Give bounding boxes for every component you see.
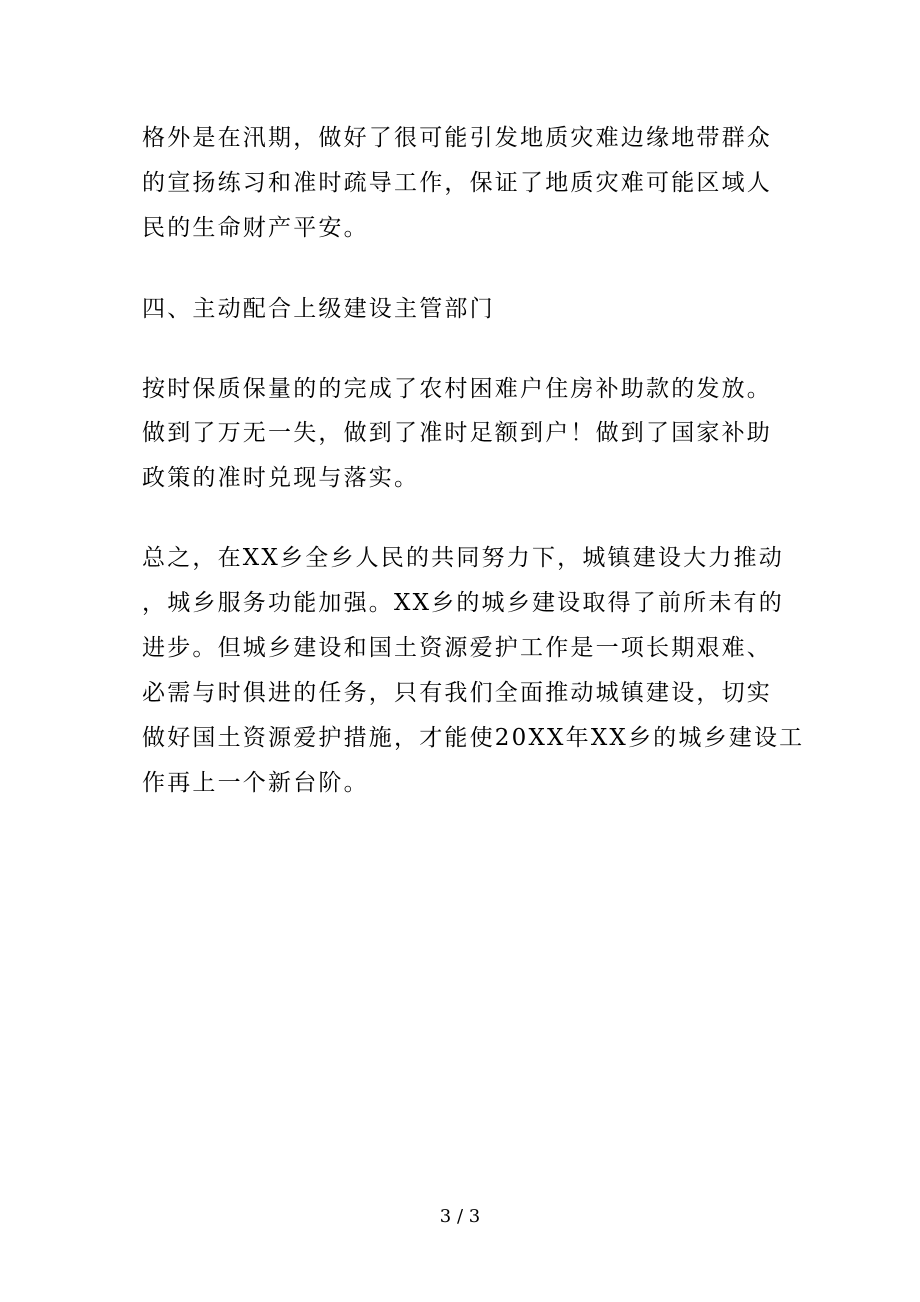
- page-number: 3 / 3: [439, 1206, 481, 1227]
- paragraph-4-line-3: 进步。但城乡建设和国土资源爱护工作是一项长期艰难、: [142, 635, 772, 661]
- paragraph-4-line-6: 作再上一个新台阶。: [142, 770, 369, 796]
- paragraph-4-line-4: 必需与时俱进的任务，只有我们全面推动城镇建设，切实: [142, 680, 772, 706]
- paragraph-3-line-3: 政策的准时兑现与落实。: [142, 465, 420, 491]
- paragraph-1-line-3: 民的生命财产平安。: [142, 215, 369, 241]
- paragraph-4-line-2: ，城乡服务功能加强。XX乡的城乡建设取得了前所未有的: [142, 590, 784, 616]
- paragraph-4-line-5: 做好国土资源爱护措施，才能使20XX年XX乡的城乡建设工: [142, 725, 805, 751]
- section-heading: 四、主动配合上级建设主管部门: [142, 296, 495, 322]
- paragraph-1-line-1: 格外是在汛期，做好了很可能引发地质灾难边缘地带群众: [142, 125, 772, 151]
- paragraph-4-line-1: 总之，在XX乡全乡人民的共同努力下，城镇建设大力推动: [142, 545, 784, 571]
- paragraph-3-line-2: 做到了万无一失，做到了准时足额到户！做到了国家补助: [142, 420, 772, 446]
- paragraph-3-line-1: 按时保质保量的的完成了农村困难户住房补助款的发放。: [142, 376, 772, 402]
- paragraph-1-line-2: 的宣扬练习和准时疏导工作，保证了地质灾难可能区域人: [142, 170, 772, 196]
